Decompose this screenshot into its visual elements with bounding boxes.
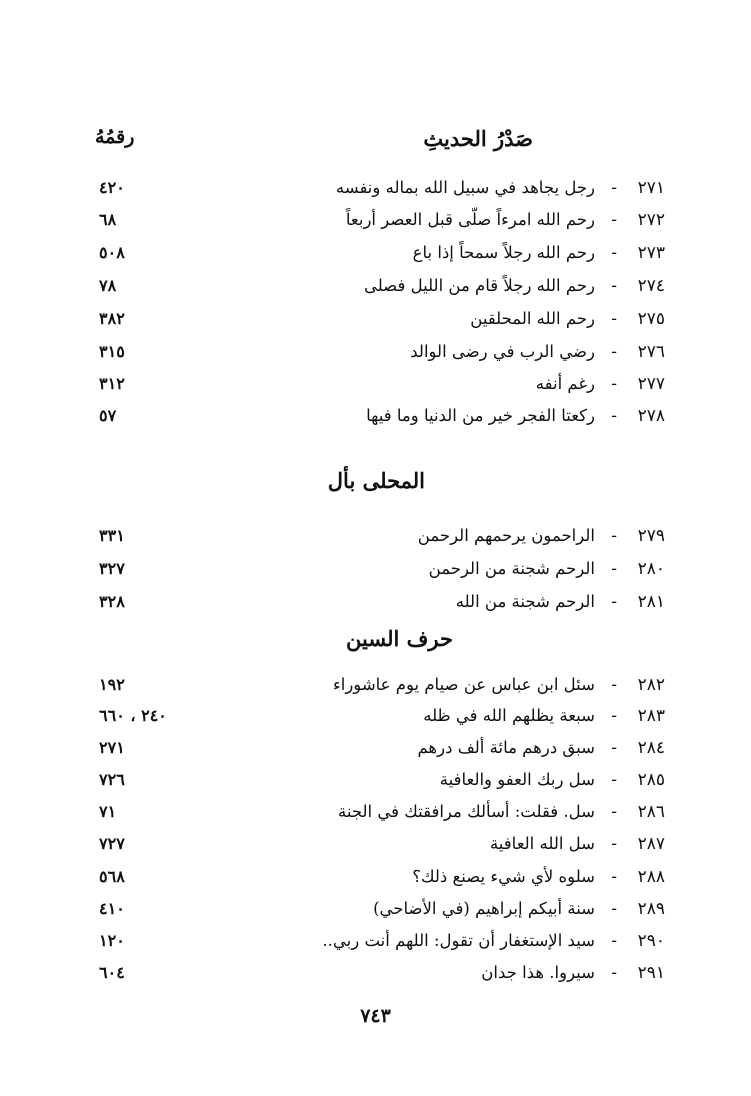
- entry-text: رغم أنفه: [535, 374, 595, 393]
- index-entry: [95, 309, 665, 335]
- entry-text: رحم الله رجلاً قام من الليل فصلى: [363, 276, 595, 295]
- entry-text: سبق درهم مائة ألف درهم: [417, 738, 595, 757]
- index-entry: [95, 738, 665, 764]
- entry-number: ٢٧٦: [637, 342, 665, 362]
- entry-number: ٢٨٦: [637, 802, 665, 822]
- entry-number: ٢٧٣: [637, 243, 665, 263]
- entry-number: ٢٨٢: [637, 675, 665, 695]
- entry-number: ٢٧٨: [637, 406, 665, 426]
- entry-number: ٢٧٥: [637, 309, 665, 329]
- entry-dash: -: [611, 178, 617, 198]
- entry-number: ٢٨٩: [637, 899, 665, 919]
- entry-dash: -: [611, 834, 617, 854]
- entry-number: ٢٩٠: [637, 931, 665, 951]
- entry-number: ٢٧٤: [637, 276, 665, 296]
- entry-text: رحم الله امرءاً صلّى قبل العصر أربعاً: [345, 210, 595, 229]
- page-number: ٧٤٣: [360, 1005, 391, 1027]
- entry-dash: -: [611, 406, 617, 426]
- entry-number: ٢٨٠: [637, 559, 665, 579]
- index-entry: [95, 675, 665, 701]
- entry-ref: ٣٢٨: [99, 592, 125, 611]
- entry-dash: -: [611, 559, 617, 579]
- index-entry: [95, 963, 665, 989]
- entry-text: سئل ابن عباس عن صيام يوم عاشوراء: [332, 675, 595, 694]
- entry-ref: ٥٠٨: [99, 243, 125, 262]
- entry-text: رجل يجاهد في سبيل الله بماله ونفسه: [335, 178, 595, 197]
- entry-number: ٢٧٩: [637, 526, 665, 546]
- entry-ref: ٣١٢: [99, 374, 125, 393]
- entry-number: ٢٨٨: [637, 867, 665, 887]
- entry-dash: -: [611, 738, 617, 758]
- entry-text: الراحمون يرحمهم الرحمن: [417, 526, 595, 545]
- section-title: المحلى بأل: [327, 468, 425, 493]
- entry-ref: ٦٠٤: [99, 963, 125, 982]
- entry-dash: -: [611, 526, 617, 546]
- index-entry: [95, 834, 665, 860]
- entry-text: الرحم شجنة من الرحمن: [428, 559, 595, 578]
- entry-text: رضي الرب في رضى الوالد: [410, 342, 595, 361]
- entry-ref: ٧٢٦: [99, 770, 125, 789]
- index-entry: [95, 374, 665, 400]
- index-entry: [95, 867, 665, 893]
- index-entry: [95, 406, 665, 432]
- index-entry: [95, 210, 665, 236]
- entry-dash: -: [611, 963, 617, 983]
- entry-number: ٢٨٧: [637, 834, 665, 854]
- entry-dash: -: [611, 802, 617, 822]
- column-title: صَدْرُ الحديثِ: [423, 126, 533, 151]
- entry-ref: ٦٨: [99, 210, 117, 229]
- entry-ref: ٥٧: [99, 406, 117, 425]
- index-entry: [95, 706, 665, 732]
- index-entry: [95, 276, 665, 302]
- entry-ref: ٤٢٠: [99, 178, 125, 197]
- entry-text: الرحم شجنة من الله: [455, 592, 595, 611]
- entry-dash: -: [611, 342, 617, 362]
- entry-text: ركعتا الفجر خير من الدنيا وما فيها: [366, 406, 595, 425]
- entry-number: ٢٧٢: [637, 210, 665, 230]
- entry-text: سيروا. هذا جدان: [481, 963, 595, 982]
- entry-dash: -: [611, 210, 617, 230]
- entry-text: سل الله العافية: [489, 834, 595, 853]
- index-entry: [95, 931, 665, 957]
- entry-dash: -: [611, 899, 617, 919]
- entry-ref: ٧٢٧: [99, 834, 125, 853]
- entry-ref: ٤١٠: [99, 899, 125, 918]
- entry-text: سل. فقلت: أسألك مرافقتك في الجنة: [338, 802, 595, 821]
- index-entry: [95, 526, 665, 552]
- index-entry: [95, 592, 665, 618]
- entry-text: رحم الله رجلاً سمحاً إذا باع: [412, 243, 595, 262]
- entry-ref: ٣٨٢: [99, 309, 125, 328]
- entry-ref: ١٢٠: [99, 931, 125, 950]
- entry-text: رحم الله المحلقين: [470, 309, 595, 328]
- entry-ref: ٢٧١: [99, 738, 125, 757]
- entry-ref: ١٩٢: [99, 675, 125, 694]
- entry-text: سبعة يظلهم الله في ظله: [423, 706, 595, 725]
- entry-dash: -: [611, 675, 617, 695]
- entry-dash: -: [611, 309, 617, 329]
- entry-dash: -: [611, 931, 617, 951]
- entry-dash: -: [611, 243, 617, 263]
- entry-number: ٢٩١: [637, 963, 665, 983]
- entry-ref: ٣١٥: [99, 342, 125, 361]
- index-entry: [95, 178, 665, 204]
- entry-dash: -: [611, 706, 617, 726]
- index-entry: [95, 802, 665, 828]
- entry-ref: ٣٣١: [99, 526, 125, 545]
- ref-column-title: رقمُهُ: [95, 126, 135, 148]
- entry-dash: -: [611, 276, 617, 296]
- entry-dash: -: [611, 867, 617, 887]
- index-entry: [95, 559, 665, 585]
- entry-text: سل ربك العفو والعافية: [439, 770, 595, 789]
- entry-number: ٢٨١: [637, 592, 665, 612]
- entry-number: ٢٧٧: [637, 374, 665, 394]
- index-entry: [95, 243, 665, 269]
- entry-text: سيد الإستغفار أن تقول: اللهم أنت ربي..: [322, 931, 595, 950]
- entry-number: ٢٨٣: [637, 706, 665, 726]
- index-entry: [95, 899, 665, 925]
- entry-ref: ٧١: [99, 802, 117, 821]
- entry-dash: -: [611, 374, 617, 394]
- section-title: حرف السين: [346, 626, 453, 651]
- index-entry: [95, 342, 665, 368]
- entry-dash: -: [611, 770, 617, 790]
- entry-number: ٢٨٤: [637, 738, 665, 758]
- entry-text: سنة أبيكم إبراهيم (في الأضاحي): [373, 899, 595, 918]
- entry-number: ٢٨٥: [637, 770, 665, 790]
- entry-dash: -: [611, 592, 617, 612]
- entry-text: سلوه لأي شيء يصنع ذلك؟: [412, 867, 595, 886]
- entry-ref: ٧٨: [99, 276, 117, 295]
- entry-ref: ٣٢٧: [99, 559, 125, 578]
- entry-ref: ٥٦٨: [99, 867, 125, 886]
- entry-ref: ٢٤٠ ، ٦٦٠: [99, 706, 167, 725]
- index-entry: [95, 770, 665, 796]
- entry-number: ٢٧١: [637, 178, 665, 198]
